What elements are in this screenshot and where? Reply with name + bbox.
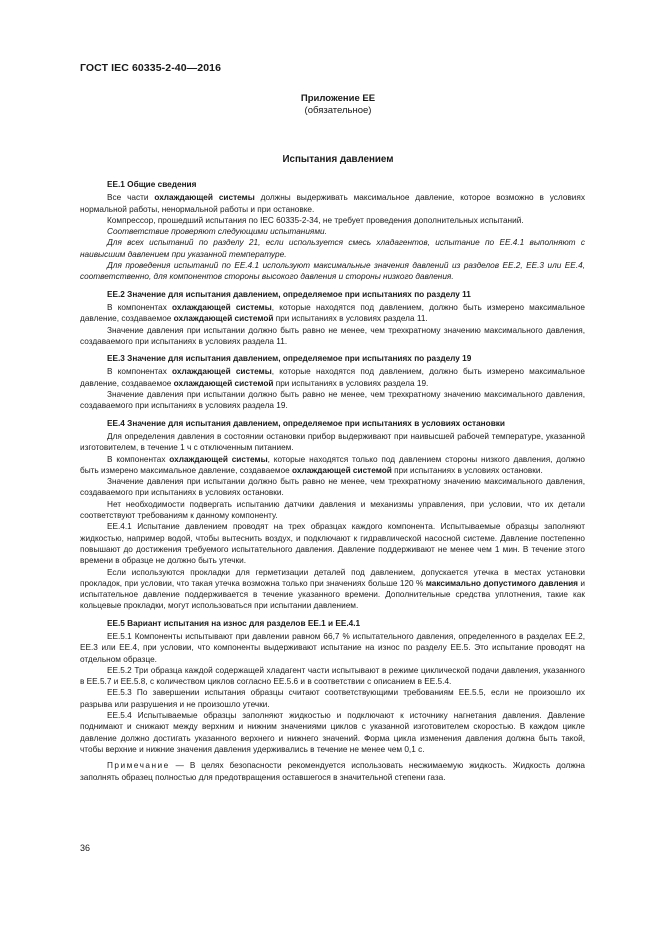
paragraph: ЕЕ.5.1 Компоненты испытывают при давлении равном 66,7 % испытательного давления, определенного в разделах ЕЕ.2, ЕЕ.3 или ЕЕ.4, при условии, что компоненты выдерживают испытание на износ по разделу ЕЕ.5. Это испытание проводят на отдельном образце.	[80, 631, 585, 664]
section-heading: ЕЕ.5 Вариант испытания на износ для разделов ЕЕ.1 и ЕЕ.4.1	[107, 618, 361, 628]
section-heading: ЕЕ.1 Общие сведения	[107, 180, 197, 189]
paragraph: Для определения давления в состоянии остановки прибор выдерживают при наивысшей рабочей температуре, указанной изготовителем, в течение 1 ч с отключенным питанием.	[80, 431, 585, 453]
paragraph: ЕЕ.5.3 По завершении испытания образцы считают соответствующими требованиям ЕЕ.5.5, если не произошло их разрыва или разрушения и не произошло утечки.	[80, 688, 585, 709]
annex-status: (обязательное)	[304, 105, 372, 116]
paragraph: Все части охлаждающей системы должны выдерживать максимальное давление, которое возможно в условиях нормальной работы, ненормальной работы и при остановке.	[80, 193, 586, 214]
note	[80, 760, 585, 783]
standard-header: ГОСТ IEC 60335-2-40—2016	[80, 62, 222, 74]
paragraph: Значение давления при испытании должно быть равно не менее, чем трехкратному значению максимального давления, создаваемого при испытаниях в условиях раздела 19.	[80, 390, 585, 411]
paragraph: В компонентах охлаждающей системы, которые находятся только под давлением стороны низкого давления, должно быть измерено максимальное давление, создаваемое охлаждающей системой при испытаниях в условиях остановки.	[80, 454, 585, 475]
paragraph: ЕЕ.5.4 Испытываемые образцы заполняют жидкостью и подключают к источнику нагнетания давления. Давление поднимают и снижают между верхним и нижним значениями циклов с указанной изготовителем скоростью. В каждом цикле давление должно достигать указанного верхнего и нижнего значений. Форма цикла изменения давления должна быть такой, чтобы верхние и нижние значения давления удерживались в течение не менее чем 0,1 с.	[80, 711, 585, 754]
document-body	[80, 179, 585, 783]
paragraph: Значение давления при испытании должно быть равно не менее, чем трехкратному значению максимального давления, создаваемого при испытаниях в условиях раздела 11.	[80, 325, 585, 346]
paragraph: Значение давления при испытании должно быть равно не менее, чем трехкратному значению максимального давления, создаваемого при испытаниях в условиях остановки.	[80, 477, 585, 498]
paragraph: ЕЕ.4.1 Испытание давлением проводят на трех образцах каждого компонента. Испытываемые образцы заполняют жидкостью, например водой, чтобы вытеснить воздух, и подключают к гидравлической насосной системе. Давление постепенно повышают до достижения требуемого испытательного давления. Давление поддерживают не менее чем 1 мин. В течение этого времени в образце не должно быть утечки.	[80, 522, 585, 566]
paragraph: В компонентах охлаждающей системы, которые находятся под давлением, должно быть измерено максимальное давление, создаваемое охлаждающей системой при испытаниях в условиях раздела 11.	[80, 302, 585, 324]
paragraph: Компрессор, прошедший испытания по IEC 60335-2-34, не требует проведения дополнительных испытаний.	[107, 215, 524, 225]
section-heading: ЕЕ.3 Значение для испытания давлением, определяемое при испытаниях по разделу 19	[107, 354, 472, 364]
paragraph: ЕЕ.5.2 Три образца каждой содержащей хладагент части испытывают в режиме циклической подачи давления, указанного в ЕЕ.5.7 и ЕЕ.5.8, с количеством циклов согласно ЕЕ.5.6 и в соответствии с описанием в ЕЕ.5.4.	[80, 665, 585, 687]
paragraph: Соответствие проверяют следующими испытаниями.	[107, 227, 327, 237]
page-title: Испытания давлением	[282, 154, 394, 165]
section-heading: ЕЕ.4 Значение для испытания давлением, определяемое при испытаниях в условиях остановки	[107, 418, 505, 428]
section-heading: ЕЕ.2 Значение для испытания давлением, определяемое при испытаниях по разделу 11	[107, 289, 471, 299]
paragraph: Если используются прокладки для герметизации деталей под давлением, допускается утечка в местах установки прокладок, при условии, что такая утечка возможна только при значениях больше 120 % максимально допустимого давления и испытательное давление поддерживается в течение указанного времени. Дополнительные средства уплотнения, такие как кольцевые прокладки, могут использоваться при испытании давлением.	[80, 567, 585, 611]
paragraph: Для всех испытаний по разделу 21, если используется смесь хладагентов, испытание по ЕЕ.4.1 выполняют с наивысшим давлением при указанной температуре.	[80, 238, 585, 259]
page-number: 36	[80, 843, 91, 853]
note-label: Примечание	[107, 761, 170, 771]
annex-heading	[80, 93, 581, 117]
note-text: — В целях безопасности рекомендуется использовать несжимаемую жидкость. Жидкость должна заполнять образец полностью для предотвращения оставшегося в значительной степени газа.	[80, 761, 585, 782]
paragraph: Для проведения испытаний по ЕЕ.4.1 используют максимальные значения давлений из разделов ЕЕ.2, ЕЕ.3 или ЕЕ.4, соответственно, для компонентов стороны высокого давления и стороны низкого давления.	[80, 261, 585, 282]
paragraph: Нет необходимости подвергать испытанию датчики давления и механизмы управления, при условии, что их детали соответствуют требованиям к данному компоненту.	[80, 499, 585, 521]
annex-title: Приложение ЕЕ	[300, 93, 376, 104]
paragraph: В компонентах охлаждающей системы, которые находятся под давлением, должно быть измерено максимальное давление, создаваемое охлаждающей системой при испытаниях в условиях раздела 19.	[80, 367, 585, 388]
